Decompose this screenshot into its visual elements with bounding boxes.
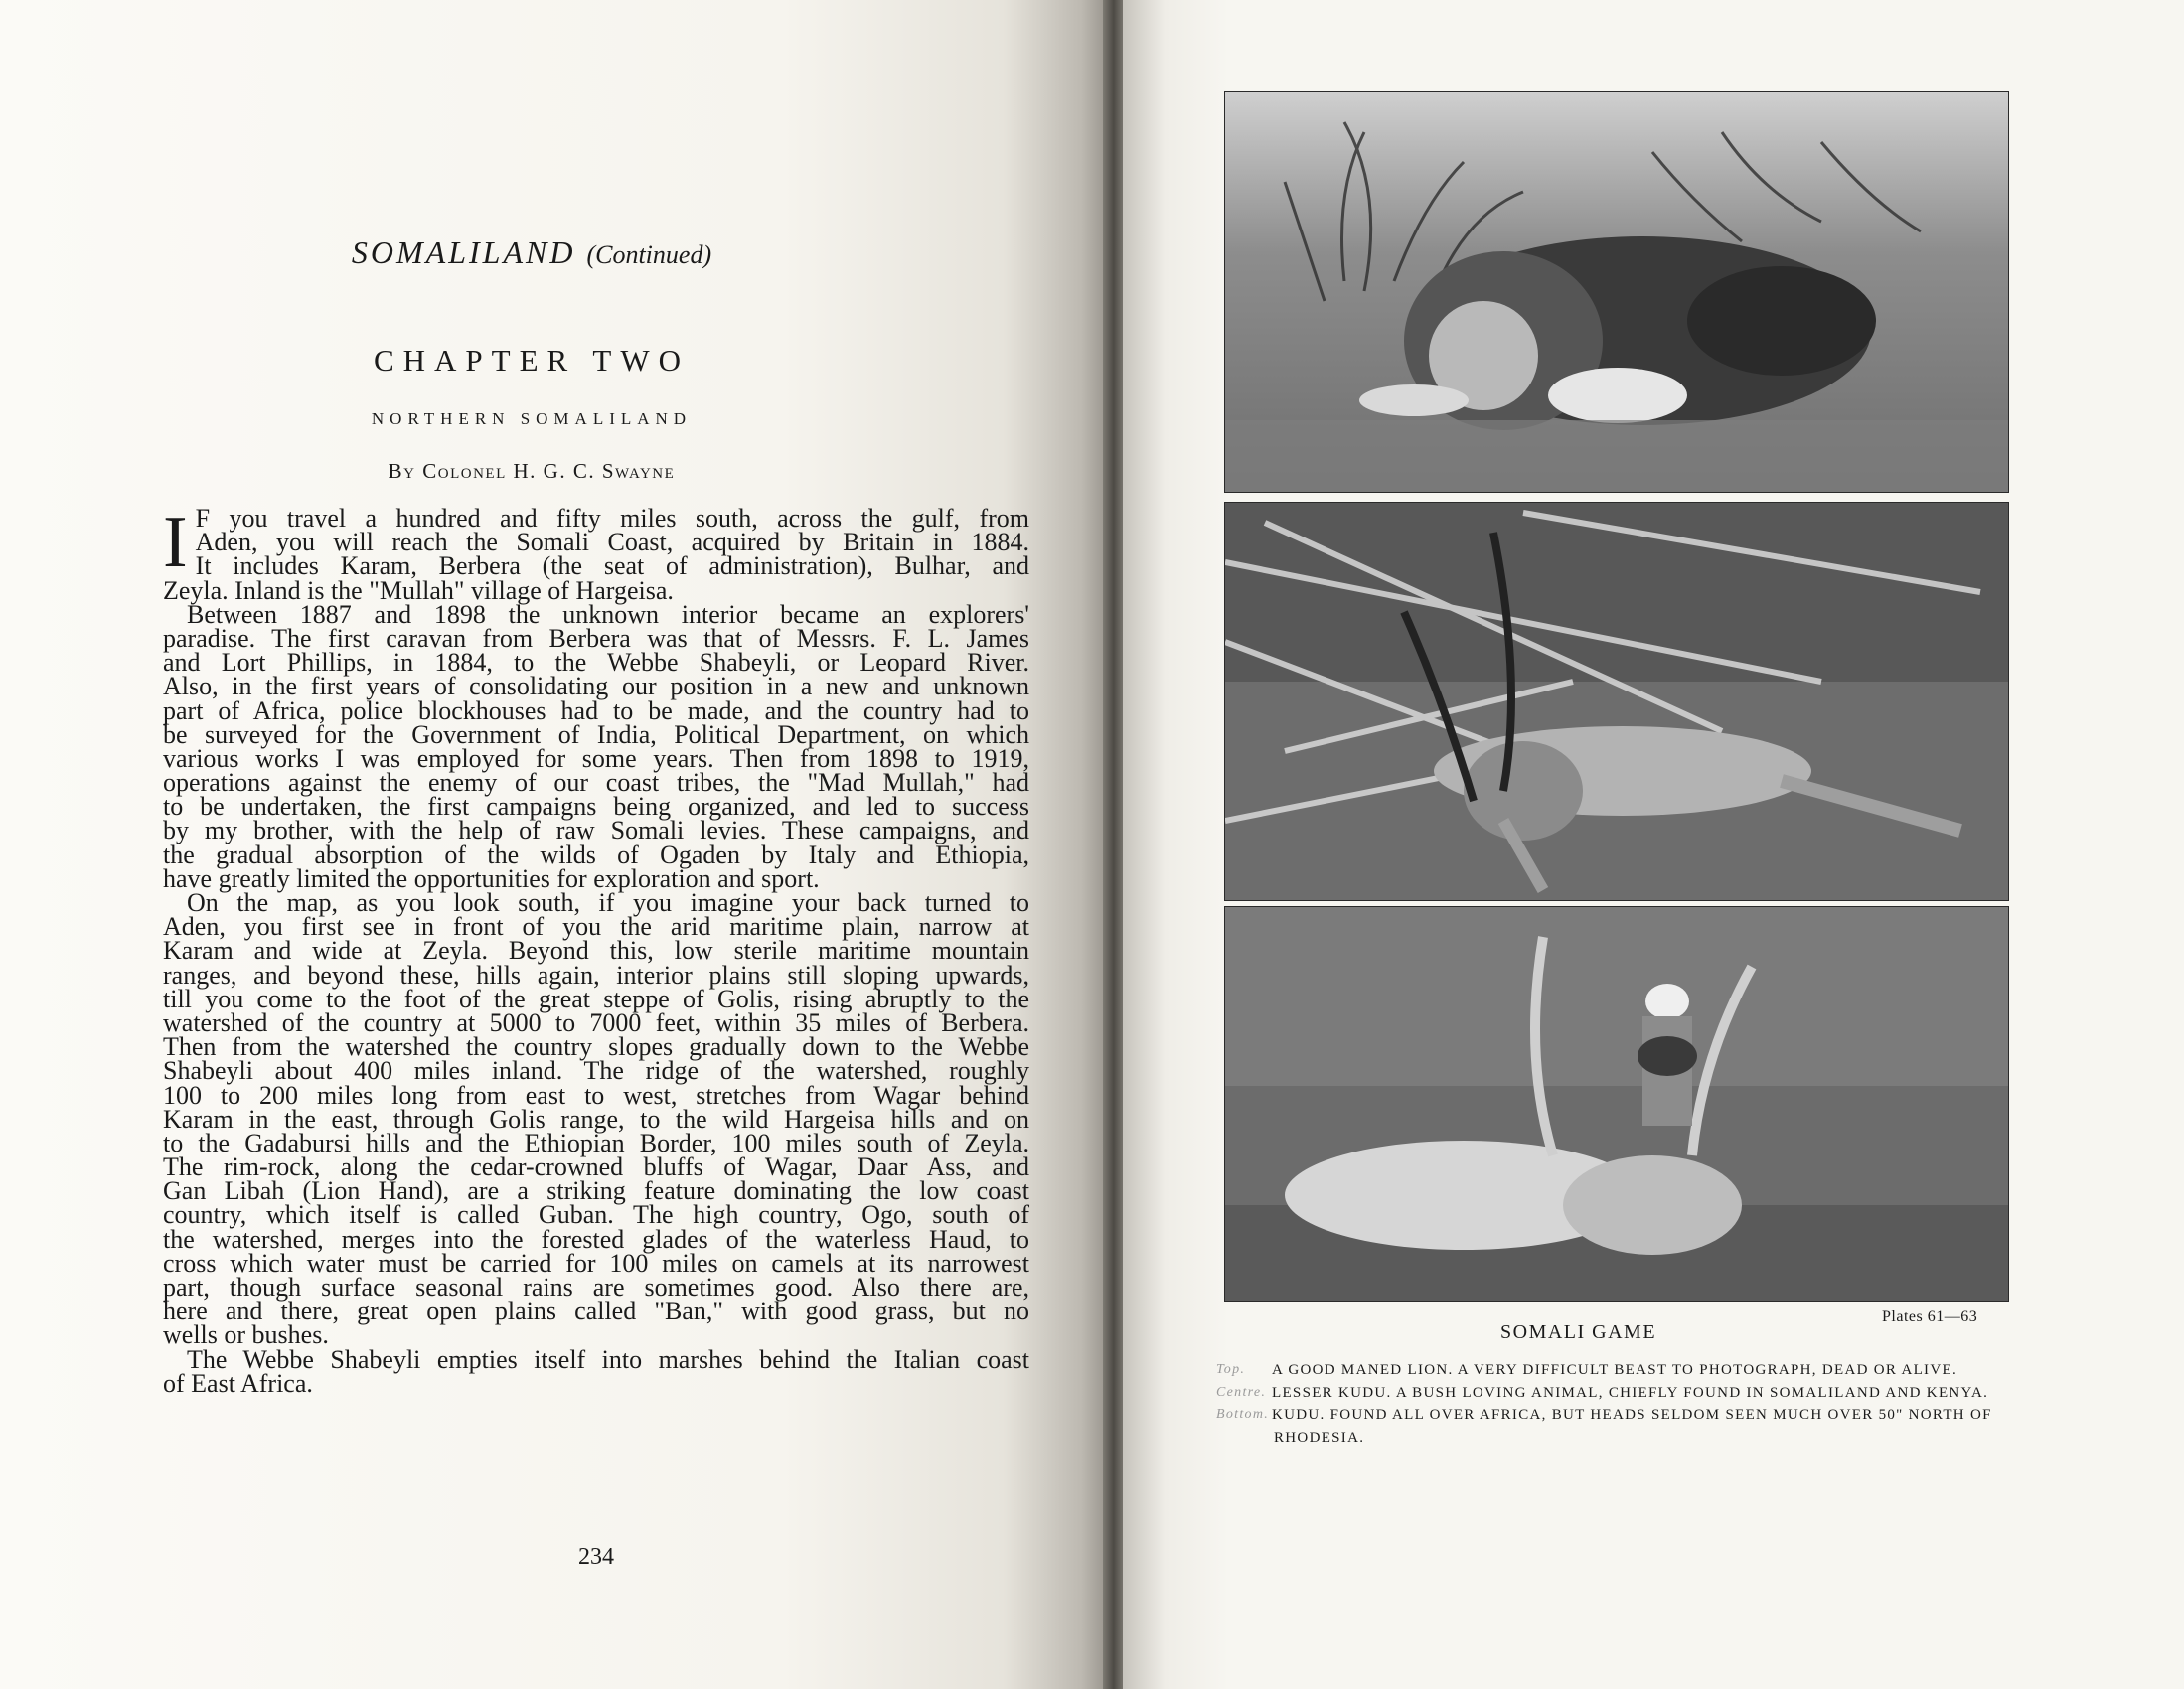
lion-photo: [1224, 91, 2009, 493]
caption-position-label: Bottom.: [1216, 1407, 1270, 1422]
chapter-subtitle: NORTHERN SOMALILAND: [371, 409, 693, 428]
text-line: various works I was employed for some years. Then from 1898 to 1919,: [163, 743, 1029, 773]
text-line: Karam in the east, through Golis range, to the wild Hargeisa hills and on: [163, 1104, 1029, 1134]
text-line: operations against the enemy of our coast tribes, the "Mad Mullah," had: [163, 768, 1029, 798]
text-line: wells or bushes.: [163, 1320, 329, 1350]
caption-position-label: Top.: [1216, 1362, 1246, 1377]
body-text: [163, 502, 1029, 1398]
text-line: Gan Libah (Lion Hand), are a striking feature dominating the low coast: [163, 1176, 1029, 1206]
author-byline: By Colonel H. G. C. Swayne: [388, 459, 676, 483]
plates-label: Plates 61—63: [1882, 1308, 1978, 1325]
text-line: Aden, you will reach the Somali Coast, acquired by Britain in 1884.: [195, 528, 1029, 557]
text-line: The Webbe Shabeyli empties itself into marshes behind the Italian coast: [187, 1344, 1029, 1374]
text-line: here and there, great open plains called "Ban," with good grass, but no: [163, 1297, 1029, 1326]
text-line: Between 1887 and 1898 the unknown interior became an explorers': [187, 599, 1029, 629]
text-line: Karam and wide at Zeyla. Beyond this, low sterile maritime mountain: [163, 936, 1029, 966]
text-line: The rim-rock, along the cedar-crowned bluffs of Wagar, Daar Ass, and: [163, 1152, 1029, 1182]
text-line: 100 to 200 miles long from east to west, stretches from Wagar behind: [163, 1080, 1029, 1110]
text-line: Then from the watershed the country slopes gradually down to the Webbe: [163, 1032, 1029, 1062]
caption-text: KUDU. FOUND ALL OVER AFRICA, BUT HEADS SELDOM SEEN MUCH OVER 50" NORTH OF RHODESIA.: [1272, 1407, 1992, 1446]
text-line: be surveyed for the Government of India, Political Department, on which: [163, 719, 1029, 749]
text-line: Also, in the first years of consolidating our position in a new and unknown: [163, 672, 1029, 701]
text-line: of East Africa.: [163, 1368, 313, 1398]
text-line: part of Africa, police blockhouses had to be made, and the country had to: [163, 695, 1029, 725]
text-line: to be undertaken, the first campaigns being organized, and led to success: [163, 792, 1029, 822]
text-line: the watershed, merges into the forested glades of the waterless Haud, to: [163, 1224, 1029, 1254]
caption-list: [1218, 1359, 2003, 1449]
text-line: till you come to the foot of the great steppe of Golis, rising abruptly to the: [163, 984, 1029, 1013]
text-line: by my brother, with the help of raw Somali levies. These campaigns, and: [163, 816, 1029, 845]
text-line: and Lort Phillips, in 1884, to the Webbe Shabeyli, or Leopard River.: [163, 648, 1029, 678]
running-title: [0, 234, 1063, 271]
text-line: country, which itself is called Guban. The high country, Ogo, south of: [163, 1200, 1029, 1230]
caption-text: LESSER KUDU. A BUSH LOVING ANIMAL, CHIEFLY FOUND IN SOMALILAND AND KENYA.: [1272, 1384, 1989, 1401]
text-line: It includes Karam, Berbera (the seat of administration), Bulhar, and: [195, 551, 1029, 581]
text-line: the gradual absorption of the wilds of Ogaden by Italy and Ethiopia,: [163, 840, 1029, 869]
caption-top: [1218, 1359, 2003, 1382]
text-line: to the Gadabursi hills and the Ethiopian Border, 100 miles south of Zeyla.: [163, 1128, 1029, 1157]
text-line: Zeyla. Inland is the "Mullah" village of Hargeisa.: [163, 575, 674, 605]
caption-text: A GOOD MANED LION. A VERY DIFFICULT BEAST TO PHOTOGRAPH, DEAD OR ALIVE.: [1272, 1362, 1957, 1378]
caption-centre: [1218, 1382, 2003, 1405]
text-line: Aden, you first see in front of you the arid maritime plain, narrow at: [163, 912, 1029, 942]
text-line: have greatly limited the opportunities for exploration and sport.: [163, 863, 820, 893]
text-line: watershed of the country at 5000 to 7000 feet, within 35 miles of Berbera.: [163, 1007, 1029, 1037]
text-line: On the map, as you look south, if you imagine your back turned to: [187, 888, 1029, 917]
text-line: paradise. The first caravan from Berbera was that of Messrs. F. L. James: [163, 623, 1029, 653]
text-line: ranges, and beyond these, hills again, interior plains still sloping upwards,: [163, 960, 1029, 990]
chapter-title: CHAPTER TWO: [373, 343, 690, 378]
kudu-photo: [1224, 906, 2009, 1302]
text-line: F you travel a hundred and fifty miles south, across the gulf, from: [195, 504, 1029, 533]
caption-title: SOMALI GAME: [1500, 1321, 1657, 1343]
text-line: cross which water must be carried for 100 miles on camels at its narrowest: [163, 1248, 1029, 1278]
caption-bottom: [1218, 1404, 2003, 1449]
page-number: 234: [578, 1544, 614, 1570]
drop-cap: I: [163, 502, 188, 583]
text-line: part, though surface seasonal rains are sometimes good. Also there are,: [163, 1273, 1029, 1302]
running-title-text: SOMALILAND: [351, 234, 576, 270]
text-line: Shabeyli about 400 miles inland. The ridge of the watershed, roughly: [163, 1056, 1029, 1086]
lesser-kudu-photo: [1224, 502, 2009, 901]
running-title-suffix: (Continued): [586, 240, 712, 269]
caption-position-label: Centre.: [1216, 1384, 1267, 1400]
